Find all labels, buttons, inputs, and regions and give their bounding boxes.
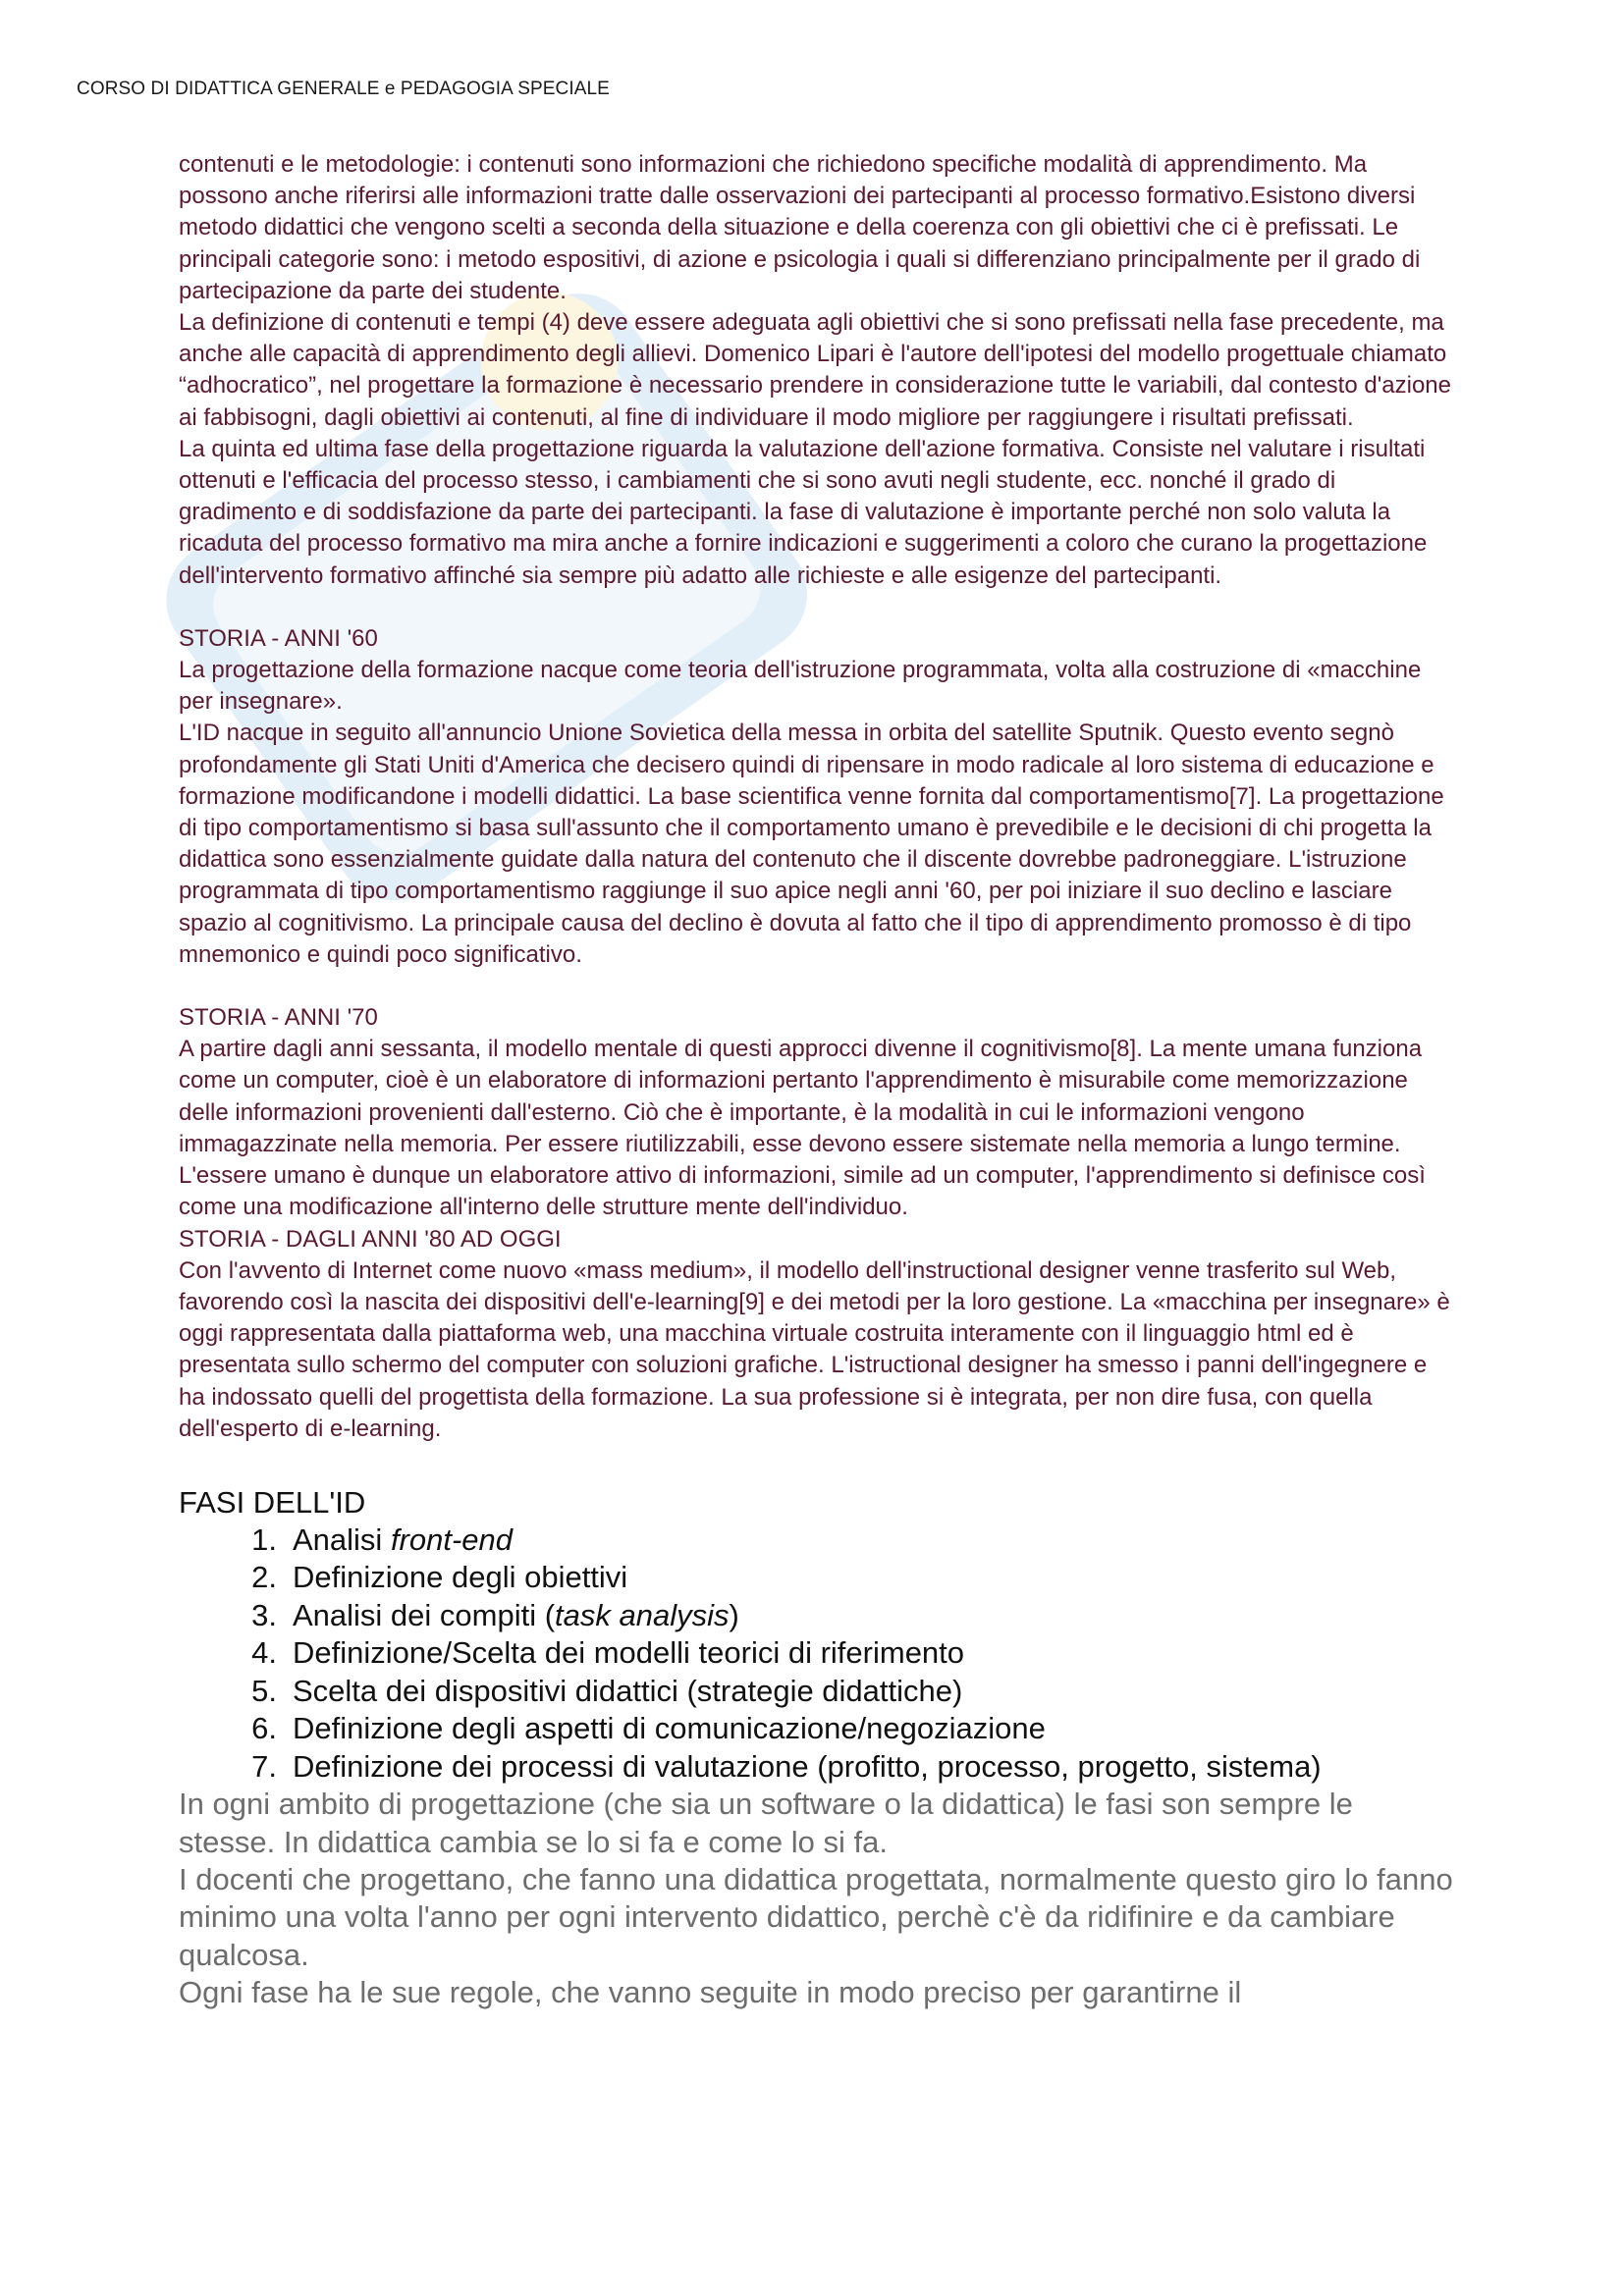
list-item: 2. Definizione degli obiettivi xyxy=(251,1560,628,1595)
list-item: 4. Definizione/Scelta dei modelli teorici di riferimento xyxy=(251,1635,965,1671)
list-item: 3. Analisi dei compiti (task analysis) xyxy=(251,1597,739,1632)
paragraph: La definizione di contenuti e tempi (4) deve essere adeguata agli obiettivi che si sono prefissati nella fase precedente, ma anche alle capacità di apprendimento degli allievi. Domenico Lipari è l'autore dell'ipotesi del modello progettuale chiamato “adhocratico”, nel progettare la formazione è necessario prendere in considerazione tutte le variabili, dal contesto d'azione ai fabbisogni, dagli obiettivi ai contenuti, al fine di individuare il modo migliore per raggiungere i risultati prefissati. xyxy=(179,309,1451,431)
list-item: 5. Scelta dei dispositivi didattici (strategie didattiche) xyxy=(251,1673,963,1708)
paragraph: L'ID nacque in seguito all'annuncio Unione Sovietica della messa in orbita del satellite Sputnik. Questo evento segnò profondamente gli Stati Uniti d'America che decisero quindi di ripensare in modo radicale al loro sistema di educazione e formazione modificandone i modelli didattici. La base scientifica venne fornita dal comportamentismo[7]. La progettazione di tipo comportamentismo si basa sull'assunto che il comportamento umano è prevedibile e le decisioni di chi progetta la didattica sono essenzialmente guidate dalla natura del contenuto che il discente dovrebbe padroneggiare. L'istruzione programmata di tipo comportamentismo raggiunge il suo apice negli anni '60, per poi iniziare il suo declino e lasciare spazio al cognitivismo. La principale causa del declino è dovuta al fatto che il tipo di apprendimento promosso è di tipo mnemonico e quindi poco significativo. xyxy=(179,720,1444,968)
paragraph: Con l'avvento di Internet come nuovo «mass medium», il modello dell'instructional designer venne trasferito sul Web, favorendo così la nascita dei dispositivi dell'e-learning[9] e dei metodi per la loro gestione. La «macchina per insegnare» è oggi rappresentata dalla piattaforma web, una macchina virtuale costruita interamente con il linguaggio html ed è presentata sullo schermo del computer con soluzioni grafiche. L'istructional designer ha smesso i panni dell'ingegnere e ha indossato quelli del progettista della formazione. La sua professione si è integrata, per non dire fusa, con quella dell'esperto di e-learning. xyxy=(179,1256,1450,1442)
running-header: CORSO DI DIDATTICA GENERALE e PEDAGOGIA SPECIALE xyxy=(77,79,610,99)
page-content xyxy=(179,149,1455,2011)
paragraph: I docenti che progettano, che fanno una didattica progettata, normalmente questo giro lo fanno minimo una volta l'anno per ogni intervento didattico, perchè c'è da ridifinire e da cambiare qualcosa. xyxy=(179,1862,1453,1972)
fasi-title: FASI DELL'ID xyxy=(179,1484,366,1520)
section-heading: STORIA - ANNI '70 xyxy=(179,1004,378,1032)
section-heading: STORIA - ANNI '60 xyxy=(179,624,378,652)
fasi-list xyxy=(179,1522,1455,1787)
paragraph: Ogni fase ha le sue regole, che vanno seguite in modo preciso per garantirne il xyxy=(179,1974,1242,2009)
list-item: 6. Definizione degli aspetti di comunicazione/negoziazione xyxy=(251,1711,1046,1746)
paragraph: In ogni ambito di progettazione (che sia un software o la didattica) le fasi son sempre le stesse. In didattica cambia se lo si fa e come lo si fa. xyxy=(179,1787,1353,1859)
section-heading: STORIA - DAGLI ANNI '80 AD OGGI xyxy=(179,1225,562,1253)
paragraph: La quinta ed ultima fase della progettazione riguarda la valutazione dell'azione formativa. Consiste nel valutare i risultati ottenuti e l'efficacia del processo stesso, i cambiamenti che si sono avuti negli studente, ecc. nonché il grado di gradimento e di soddisfazione da parte dei partecipanti. la fase di valutazione è importante perché non solo valuta la ricaduta del processo formativo ma mira anche a fornire indicazioni e suggerimenti a coloro che curano la progettazione dell'intervento formativo affinché sia sempre più adatto alle richieste e alle esigenze del partecipanti. xyxy=(179,435,1428,589)
paragraph: A partire dagli anni sessanta, il modello mentale di questi approcci divenne il cognitivismo[8]. La mente umana funziona come un computer, cioè è un elaboratore di informazioni pertanto l'apprendimento è misurabile come memorizzazione delle informazioni provenienti dall'esterno. Ciò che è importante, è la modalità in cui le informazioni vengono immagazzinate nella memoria. Per essere riutilizzabili, esse devono essere sistemate nella memoria a lungo termine. L'essere umano è dunque un elaboratore attivo di informazioni, simile ad un computer, l'apprendimento si definisce così come una modificazione all'interno delle strutture mente dell'individuo. xyxy=(179,1036,1426,1221)
list-item: 1. Analisi front-end xyxy=(251,1522,514,1557)
paragraph: contenuti e le metodologie: i contenuti sono informazioni che richiedono specifiche modalità di apprendimento. Ma possono anche riferirsi alle informazioni tratte dalle osservazioni dei partecipanti al processo formativo.Esistono diversi metodo didattici che vengono scelti a seconda della situazione e della coerenza con gli obiettivi che ci è prefissati. Le principali categorie sono: i metodo espositivi, di azione e psicologia i quali si differenziano principalmente per il grado di partecipazione da parte dei studente. xyxy=(179,151,1421,304)
paragraph: La progettazione della formazione nacque come teoria dell'istruzione programmata, volta alla costruzione di «macchine per insegnare». xyxy=(179,657,1422,716)
list-item: 7. Definizione dei processi di valutazione (profitto, processo, progetto, sistema) xyxy=(251,1748,1322,1784)
